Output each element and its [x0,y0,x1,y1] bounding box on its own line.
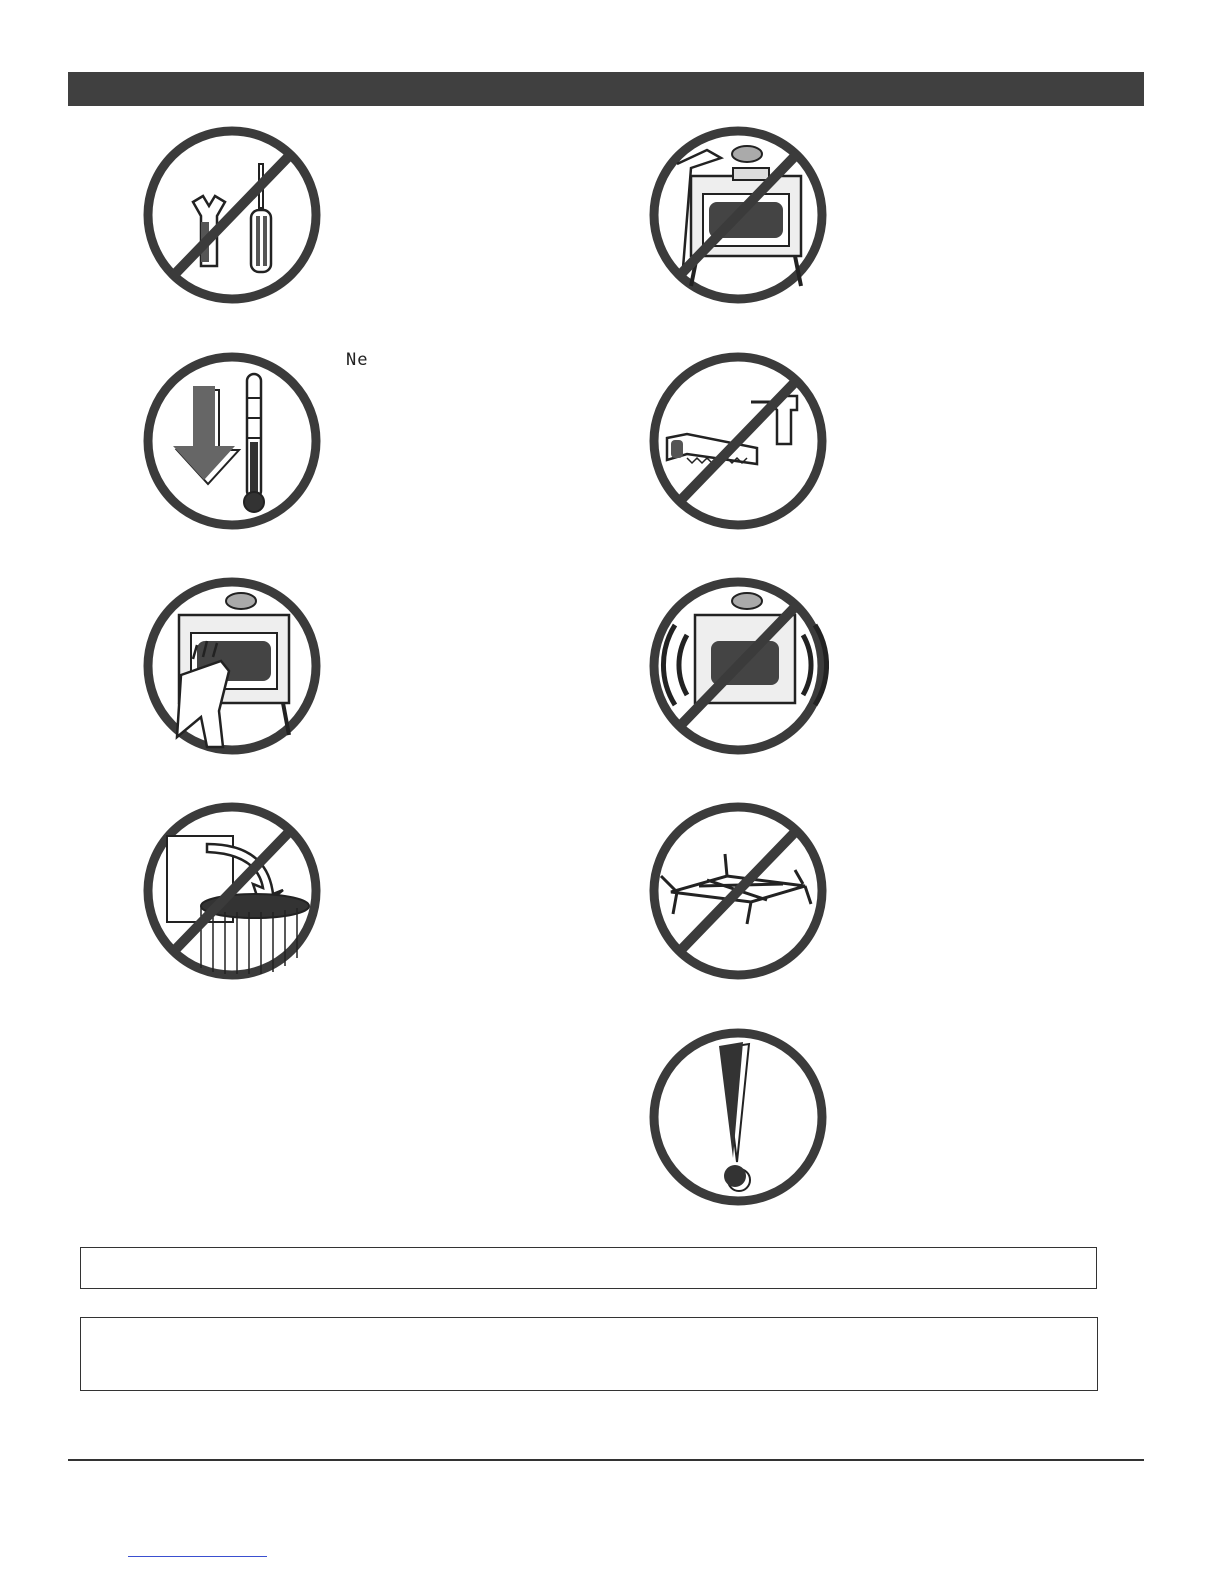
no-tools-icon [141,124,323,306]
no-ash-in-trash-icon [141,800,323,982]
no-grate-icon [647,800,829,982]
no-vibration-icon [647,575,829,757]
notice-box-two-line [80,1317,1098,1391]
no-objects-on-stove-icon [647,124,829,306]
clean-glass-icon [141,575,323,757]
footer-rule [68,1459,1144,1461]
notice-box-single-line [80,1247,1097,1289]
caution-exclamation-icon [647,1026,829,1208]
thermometer-caption: Ne [346,350,369,370]
low-temperature-icon [141,350,323,532]
no-cutting-or-drilling-icon [647,350,829,532]
section-header-bar [68,72,1144,106]
footer-link-underline[interactable] [128,1556,267,1557]
